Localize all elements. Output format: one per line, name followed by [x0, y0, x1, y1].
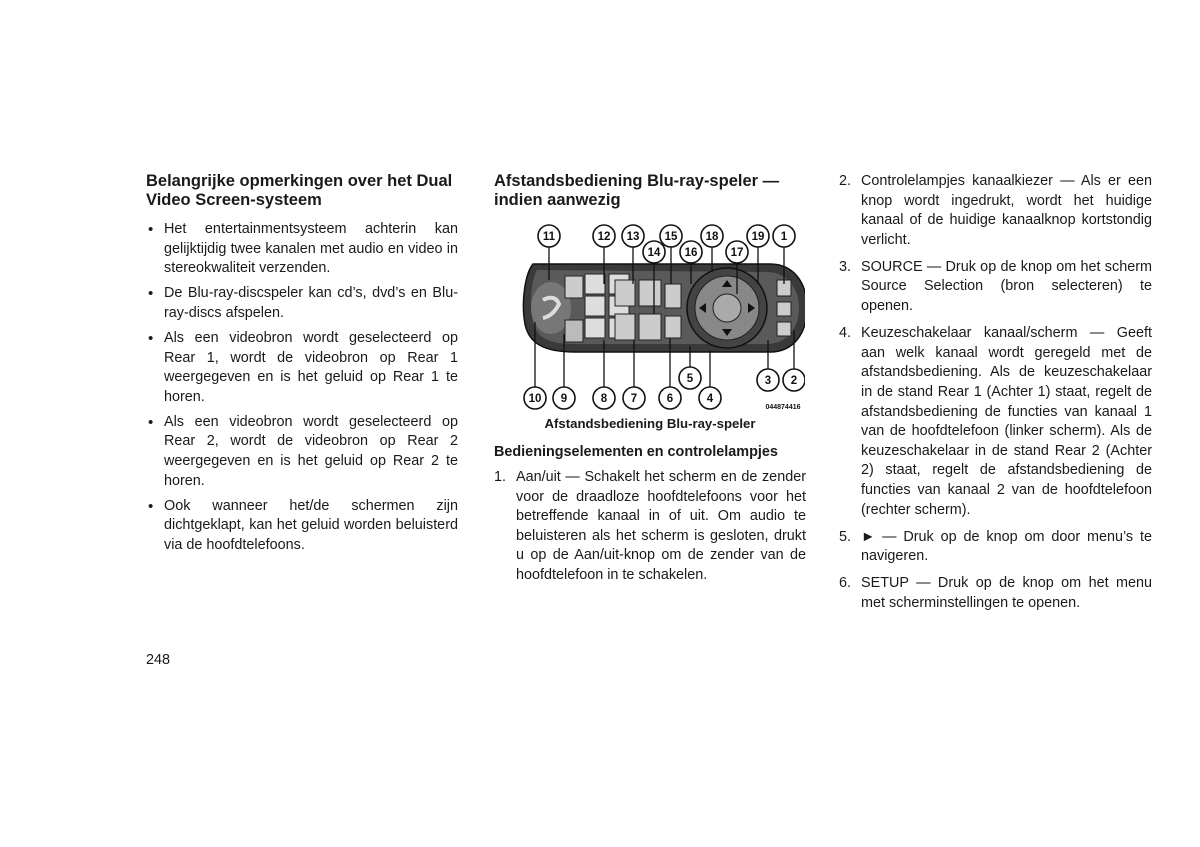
item-number: 5. [839, 528, 852, 545]
callout-label: 18 [705, 231, 719, 243]
list-item: • De Blu-ray-discspeler kan cd’s, dvd’s en Blu-ray-discs afspelen. [146, 284, 458, 323]
list-item [494, 468, 806, 586]
item-text: ► — Druk op de knop om door menu’s te navigeren. [861, 528, 1152, 565]
list-item: • Ook wanneer het/de schermen zijn dichtgeklapt, kan het geluid worden beluisterd via de hoofdtelefoons. [146, 497, 458, 556]
item-text: SETUP — Druk op de knop om het menu met scherminstellingen te openen. [861, 575, 1152, 611]
remote-control-illustration [515, 224, 805, 412]
item-text: Controlelampjes kanaalkiezer — Als er een knop wordt ingedrukt, wordt het huidige kanaal of de huidige kanaalknop kortstondig verlicht. [861, 173, 1152, 248]
item-number: 3. [839, 258, 852, 275]
figure-caption: Afstandsbediening Blu-ray-speler [544, 416, 756, 431]
figure-code: 044874416 [765, 404, 801, 411]
callout-label: 6 [666, 393, 674, 405]
column-left [146, 172, 458, 561]
section-heading-dual-video: Belangrijke opmerkingen over het Dual Video Screen-systeem [146, 172, 453, 209]
item-text: Keuzeschakelaar kanaal/scherm — Geeft aan welk kanaal wordt geregeld met de afstandsbediening. Als de keuzeschakelaar in de stand Rear 1 (Achter 1) staat, regelt de afstandsbediening de functies van kanaal 1 van de hoofdtelefoon (linker scherm). Als de keuzeschakelaar in de stand Rear 2 (Achter 2) staat, regelt de afstandsbediening de functies van kanaal 2 van de hoofdtelefoon (rechter scherm). [861, 325, 1152, 518]
callout-label: 12 [597, 231, 611, 243]
remote-control-figure [515, 224, 805, 412]
callout-label: 4 [706, 393, 714, 405]
callout-label: 10 [528, 393, 542, 405]
callout-label: 3 [764, 375, 772, 387]
notes-list [146, 220, 458, 556]
list-item [839, 172, 1152, 250]
navigation-pad [687, 268, 767, 348]
list-item [839, 258, 1152, 317]
list-item: • Het entertainmentsysteem achterin kan gelijktijdig twee kanalen met audio en video in stereokwaliteit verzenden. [146, 220, 458, 279]
callout-label: 19 [751, 231, 765, 243]
list-item [839, 324, 1152, 520]
page-number: 248 [146, 652, 171, 668]
section-heading-remote: Afstandsbediening Blu-ray-speler — indien aanwezig [494, 172, 780, 209]
list-item [839, 574, 1152, 613]
callout-label: 5 [686, 373, 694, 385]
item-text: SOURCE — Druk op de knop om het scherm Source Selection (bron selecteren) te openen. [861, 258, 1152, 315]
callout-label: 14 [647, 247, 661, 259]
callout-label: 9 [560, 393, 568, 405]
channel-buttons [777, 280, 791, 336]
callout-label: 7 [630, 393, 638, 405]
item-number: 4. [839, 325, 852, 342]
list-item: • Als een videobron wordt geselecteerd op Rear 2, wordt de videobron op Rear 2 weergegeven en is het geluid op Rear 2 te horen. [146, 413, 458, 491]
item-number: 2. [839, 173, 852, 189]
controls-list-continued [839, 172, 1152, 613]
item-number: 6. [839, 575, 852, 592]
column-middle [494, 172, 806, 593]
subheading-controls: Bedieningselementen en controlelampjes [494, 444, 778, 460]
item-number: 1. [494, 469, 507, 485]
callout-label: 17 [730, 247, 744, 259]
list-item: • Als een videobron wordt geselecteerd op Rear 1, wordt de videobron op Rear 1 weergegeven en is het geluid op Rear 1 te horen. [146, 329, 458, 407]
callout-label: 16 [684, 247, 698, 259]
callout-label: 2 [790, 375, 798, 387]
callout-label: 13 [626, 231, 640, 243]
callout-label: 15 [664, 231, 678, 243]
callout-label: 11 [542, 231, 556, 243]
column-right [839, 172, 1152, 621]
callout-label: 1 [780, 231, 788, 243]
callout-label: 8 [600, 393, 608, 405]
controls-list [494, 468, 806, 586]
item-text: Aan/uit — Schakelt het scherm en de zender voor de draadloze hoofdtelefoons voor het betreffende kanaal in of uit. Om audio te beluisteren als het scherm is gesloten, drukt u op de Aan/uit-knop om de zender van de hoofdtelefoon in te schakelen. [516, 469, 806, 583]
list-item [839, 528, 1152, 567]
